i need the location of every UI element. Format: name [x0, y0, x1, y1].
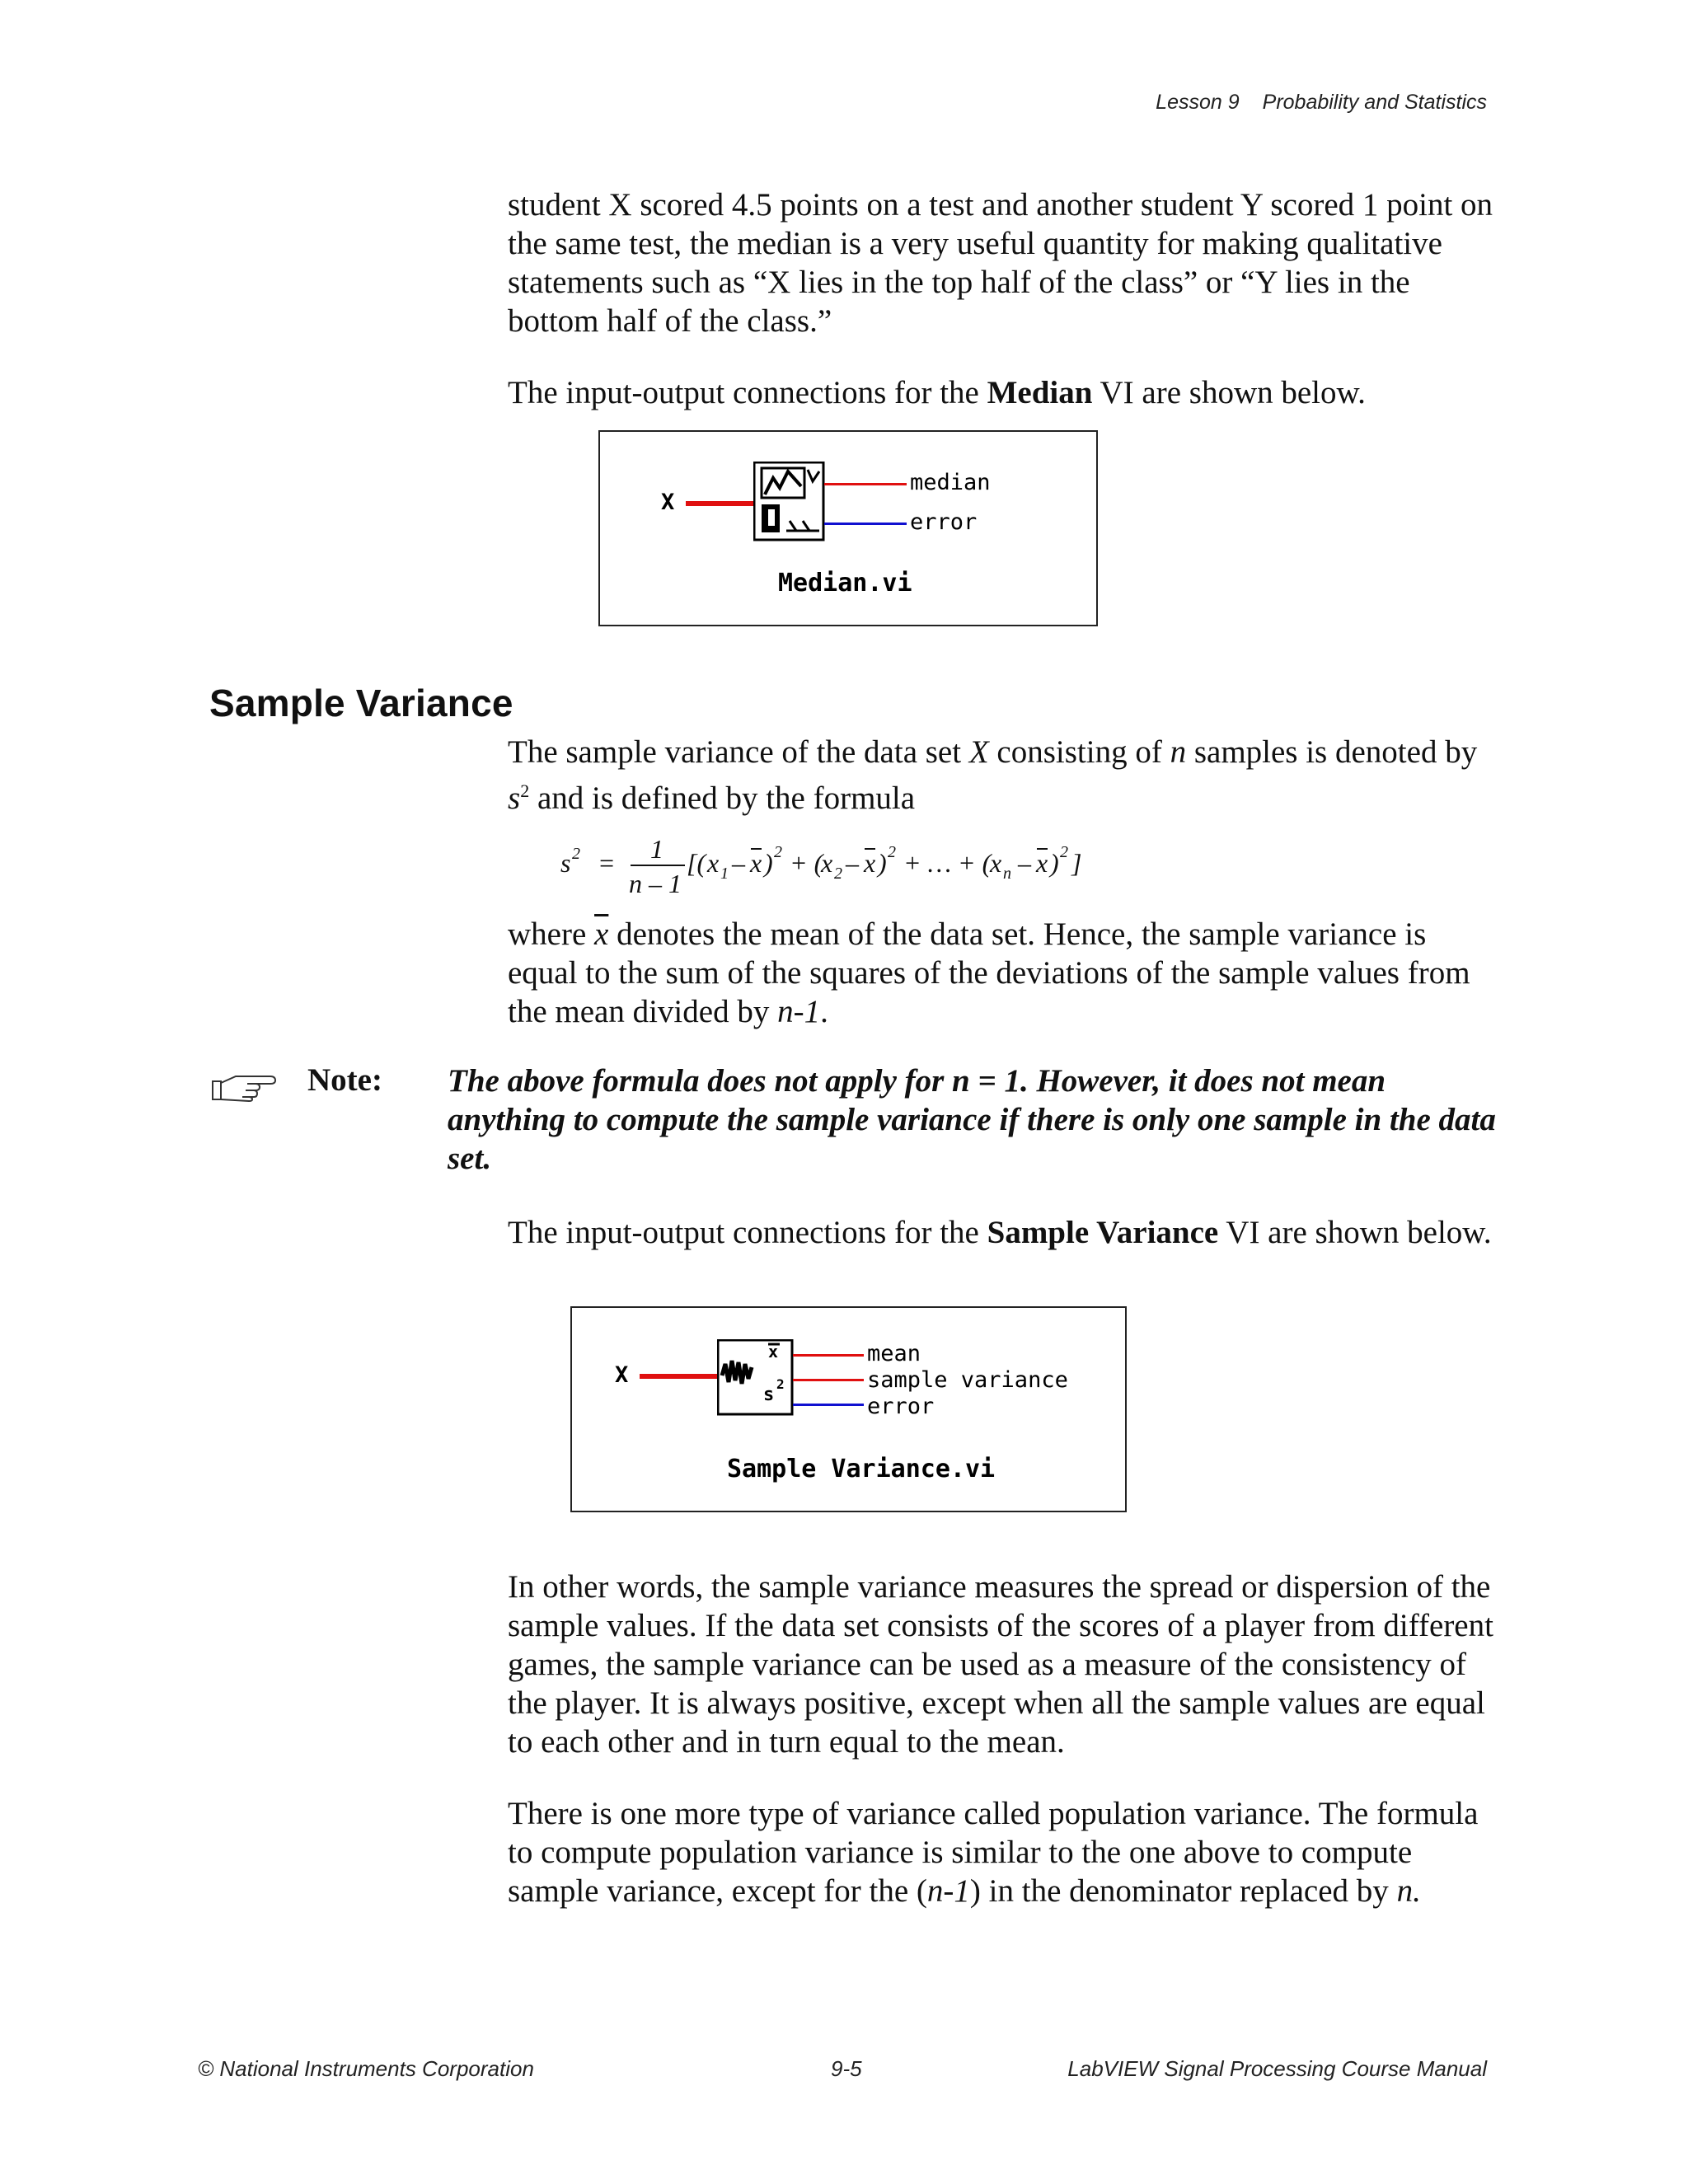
- footer-page-number: 9-5: [831, 2056, 862, 2081]
- variance-error-output-label: error: [867, 1394, 935, 1419]
- svg-text:n: n: [629, 869, 642, 897]
- sample-variance-vi-diagram: [570, 1306, 1127, 1512]
- svg-text:2: 2: [834, 865, 842, 883]
- sample-variance-output-label: sample variance: [867, 1367, 1068, 1393]
- section-heading: Sample Variance: [209, 682, 513, 724]
- sample-variance-vi-title: Sample Variance.vi: [727, 1455, 996, 1483]
- footer-manual-title: LabVIEW Signal Processing Course Manual: [1067, 2056, 1487, 2081]
- svg-text:x: x: [1036, 848, 1048, 878]
- svg-text:x: x: [768, 1342, 779, 1361]
- svg-text:+ … + (: + … + (: [903, 848, 992, 878]
- paragraph-variance-connections: The input-output connections for the Sample Variance VI are shown below.: [508, 1215, 1492, 1250]
- svg-text:2: 2: [888, 843, 896, 861]
- paragraph-mean-explanation: where $\overline{x}$ denotes the mean of the data set. Hence, the sample variance is equal to the sum of the squares of the deviations of the sample values from the mean divided by n-1.: [508, 916, 1470, 1029]
- paragraph-variance-meaning: In other words, the sample variance measures the spread or dispersion of the sample values. If the data set consists of the scores of a player from different games, the sample variance can be used as a measure of the consistency of the player. It is always positive, except when all the sample values are equal to each other and in turn equal to the mean.: [508, 1569, 1493, 1760]
- median-output-label: median: [910, 470, 991, 495]
- pointing-hand-icon: [209, 1070, 279, 1103]
- median-vi-title: Median.vi: [778, 569, 912, 598]
- svg-text:2: 2: [774, 843, 782, 861]
- paragraph-population-variance: There is one more type of variance called population variance. The formula to compute population variance is similar to the one above to compute sample variance, except for the (n-1) in the denominator replaced by n.: [508, 1796, 1479, 1909]
- median-vi-icon: [753, 462, 836, 544]
- svg-text:2: 2: [1060, 843, 1068, 861]
- svg-text:2: 2: [776, 1376, 785, 1392]
- median-vi-diagram: [598, 430, 1098, 626]
- sample-variance-vi-name-bold: Sample Variance: [987, 1215, 1219, 1250]
- sample-variance-vi-icon: [717, 1339, 799, 1422]
- svg-text:2: 2: [572, 845, 580, 863]
- svg-text:s: s: [763, 1385, 775, 1405]
- error-output-label: error: [910, 509, 978, 535]
- svg-text:–: –: [846, 848, 859, 878]
- note-text: The above formula does not apply for n = 1. However, it does not mean anything to compute the sample variance if there is only one sample in the data set.: [448, 1063, 1496, 1176]
- svg-text:1: 1: [650, 834, 663, 864]
- footer-copyright: © National Instruments Corporation: [198, 2056, 534, 2081]
- x-bar-symbol: $\overline{x}$: [594, 916, 609, 952]
- running-header: [1156, 91, 1487, 115]
- variance-input-wire: [640, 1374, 717, 1379]
- note-label: Note:: [307, 1062, 382, 1098]
- svg-text:x: x: [864, 848, 876, 878]
- svg-text:– 1: – 1: [649, 869, 682, 897]
- svg-text:–: –: [732, 848, 745, 878]
- mean-output-wire: [793, 1354, 864, 1357]
- svg-text:): ): [878, 848, 887, 878]
- header-title: Probability and Statistics: [1262, 91, 1487, 114]
- sample-variance-output-wire: [793, 1379, 864, 1381]
- paragraph-median-usage: student X scored 4.5 points on a test and another student Y scored 1 point on the same test, the median is a very useful quantity for making qualitative statements such as “X lies in the top half of the class” or “Y lies in the bottom half of the class.”: [508, 187, 1493, 339]
- header-lesson: Lesson 9: [1156, 91, 1240, 114]
- svg-text:): ): [1050, 848, 1059, 878]
- svg-text:): ): [764, 848, 773, 878]
- svg-text:x: x: [750, 848, 762, 878]
- formula-graphic: [556, 831, 1133, 897]
- median-input-x-label: X: [661, 490, 675, 515]
- variance-error-output-wire: [793, 1404, 864, 1406]
- svg-text:x: x: [990, 848, 1002, 878]
- svg-text:x: x: [821, 848, 833, 878]
- svg-text:s: s: [560, 848, 571, 878]
- svg-text:n: n: [1003, 865, 1011, 883]
- error-output-wire: [824, 523, 907, 525]
- variance-input-x-label: X: [615, 1362, 629, 1388]
- svg-text:=: =: [598, 848, 616, 878]
- svg-text:x: x: [707, 848, 720, 878]
- s-squared-symbol: $s^2$: [508, 780, 530, 816]
- median-vi-name-bold: Median: [987, 375, 1093, 410]
- svg-text:[(: [(: [687, 848, 706, 878]
- svg-text:+ (: + (: [790, 848, 823, 878]
- median-output-wire: [824, 483, 907, 485]
- svg-text:]: ]: [1071, 848, 1082, 878]
- svg-text:1: 1: [720, 865, 729, 883]
- sample-variance-formula: [556, 831, 1133, 903]
- svg-text:–: –: [1018, 848, 1031, 878]
- mean-output-label: mean: [867, 1341, 921, 1366]
- median-input-wire: [686, 501, 753, 506]
- paragraph-median-connections: The input-output connections for the Median VI are shown below.: [508, 375, 1366, 410]
- paragraph-sample-variance-definition: The sample variance of the data set X consisting of n samples is denoted by $s^2$ and is defined by the formula: [508, 734, 1478, 816]
